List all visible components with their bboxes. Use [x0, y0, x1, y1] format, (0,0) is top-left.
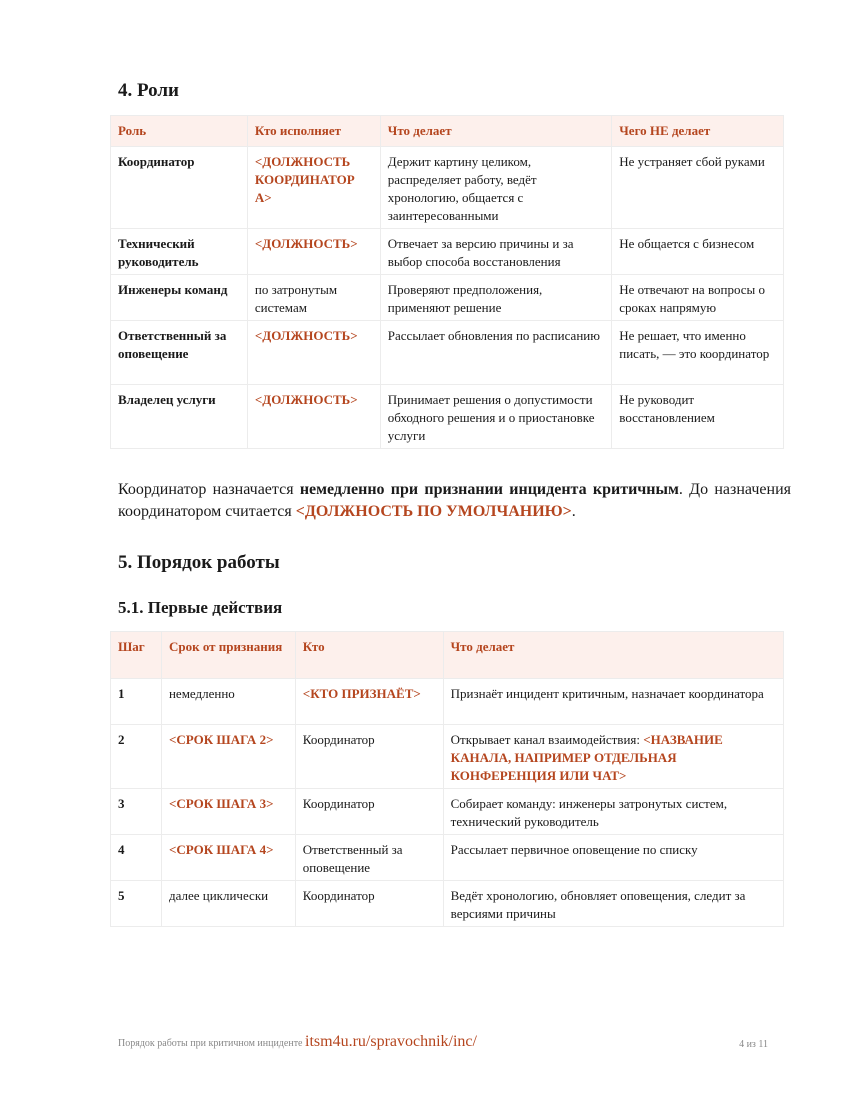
role-does: Отвечает за версию причины и за выбор способа восстановления [380, 229, 611, 275]
para-text: . До назначения координатором считается [118, 481, 791, 520]
role-name: Координатор [111, 147, 248, 229]
para-text: Координатор назначается [118, 481, 300, 498]
role-performer: по затронутым системам [247, 275, 380, 321]
channel-placeholder: <НАЗВАНИЕ КАНАЛА, НАПРИМЕР ОТДЕЛЬНАЯ КОНФЕРЕНЦИЯ ИЛИ ЧАТ> [450, 732, 723, 783]
role-performer: <ДОЛЖНОСТЬ> [247, 321, 380, 385]
roles-table [110, 115, 784, 449]
role-does: Проверяют предположения, применяют решение [380, 275, 611, 321]
step-who: Координатор [295, 789, 443, 835]
step-action: Собирает команду: инженеры затронутых систем, технический руководитель [443, 789, 783, 835]
role-does-not: Не устраняет сбой руками [612, 147, 784, 229]
footer-link[interactable]: itsm4u.ru/spravochnik/inc/ [305, 1033, 477, 1050]
step-action-text: Открывает канал взаимодействия: [450, 732, 644, 747]
role-name: Инженеры команд [111, 275, 248, 321]
role-name: Владелец услуги [111, 385, 248, 449]
step-number: 1 [111, 679, 162, 725]
role-does: Принимает решения о допустимости обходного решения и о приостановке услуги [380, 385, 611, 449]
step-number: 5 [111, 881, 162, 927]
para-text: . [571, 503, 576, 520]
table-row [111, 385, 784, 449]
role-does-not: Не отвечают на вопросы о сроках напрямую [612, 275, 784, 321]
step-action: Признаёт инцидент критичным, назначает координатора [443, 679, 783, 725]
roles-col-role: Роль [111, 116, 248, 147]
steps-col-who: Кто [295, 632, 443, 679]
role-does: Рассылает обновления по расписанию [380, 321, 611, 385]
role-performer: <ДОЛЖНОСТЬ> [247, 385, 380, 449]
page-number: 4 из 11 [739, 1039, 768, 1050]
steps-col-does: Что делает [443, 632, 783, 679]
table-row [111, 147, 784, 229]
step-who: Координатор [295, 725, 443, 789]
roles-col-does: Что делает [380, 116, 611, 147]
step-deadline: далее циклически [161, 881, 295, 927]
roles-table-header-row [111, 116, 784, 147]
step-deadline: немедленно [161, 679, 295, 725]
step-who: Координатор [295, 881, 443, 927]
steps-table [110, 631, 784, 927]
step-number: 3 [111, 789, 162, 835]
steps-col-step: Шаг [111, 632, 162, 679]
first-actions-heading: 5.1. Первые действия [118, 598, 283, 617]
role-performer: <ДОЛЖНОСТЬ КООРДИНАТОР А> [247, 147, 380, 229]
steps-col-deadline: Срок от признания [161, 632, 295, 679]
page-footer [118, 1033, 768, 1051]
step-number: 2 [111, 725, 162, 789]
role-name: Технический руководитель [111, 229, 248, 275]
table-row [111, 881, 784, 927]
table-row [111, 229, 784, 275]
table-row [111, 275, 784, 321]
table-row [111, 321, 784, 385]
role-does-not: Не руководит восстановлением [612, 385, 784, 449]
step-action [443, 725, 783, 789]
para-bold: немедленно при признании инцидента критичным [299, 481, 679, 498]
step-deadline: <СРОК ШАГА 3> [161, 789, 295, 835]
roles-col-does-not: Чего НЕ делает [612, 116, 784, 147]
step-deadline: <СРОК ШАГА 4> [161, 835, 295, 881]
steps-table-header-row [111, 632, 784, 679]
default-role-placeholder: <ДОЛЖНОСТЬ ПО УМОЛЧАНИЮ> [295, 503, 572, 520]
table-row [111, 789, 784, 835]
table-row [111, 679, 784, 725]
work-order-heading: 5. Порядок работы [118, 552, 280, 573]
roles-heading: 4. Роли [118, 80, 179, 101]
role-does-not: Не решает, что именно писать, — это координатор [612, 321, 784, 385]
step-who: Ответственный за оповещение [295, 835, 443, 881]
roles-col-who: Кто исполняет [247, 116, 380, 147]
step-who: <КТО ПРИЗНАЁТ> [295, 679, 443, 725]
footer-doc-title: Порядок работы при критичном инциденте [118, 1038, 303, 1049]
role-does-not: Не общается с бизнесом [612, 229, 784, 275]
table-row [111, 835, 784, 881]
coordinator-paragraph [118, 479, 791, 523]
role-does: Держит картину целиком, распределяет работу, ведёт хронологию, общается с заинтересованными [380, 147, 611, 229]
table-row [111, 725, 784, 789]
step-deadline: <СРОК ШАГА 2> [161, 725, 295, 789]
step-number: 4 [111, 835, 162, 881]
role-name: Ответственный за оповещение [111, 321, 248, 385]
role-performer: <ДОЛЖНОСТЬ> [247, 229, 380, 275]
step-action: Рассылает первичное оповещение по списку [443, 835, 783, 881]
step-action: Ведёт хронологию, обновляет оповещения, следит за версиями причины [443, 881, 783, 927]
